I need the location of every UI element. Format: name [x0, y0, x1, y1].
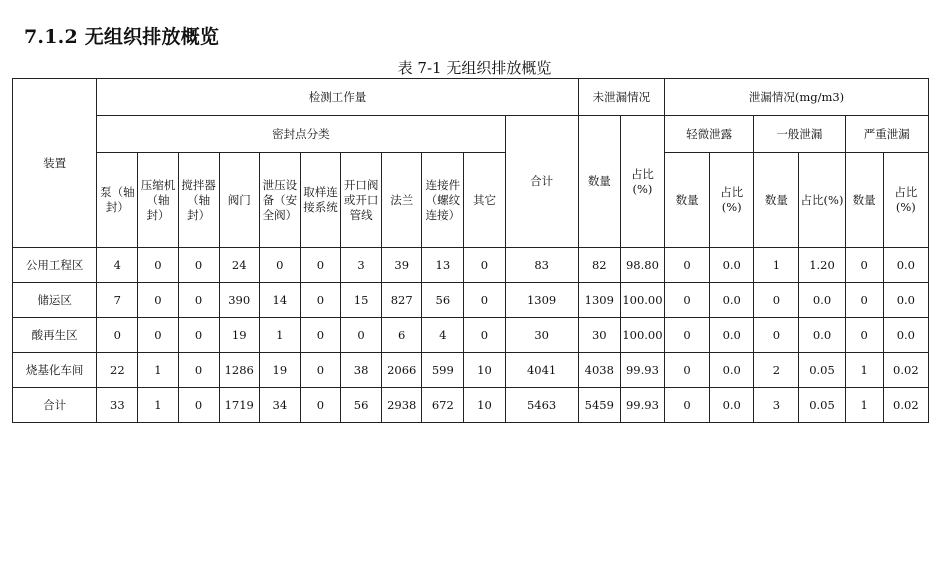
table-cell: 599 — [422, 353, 464, 388]
table-cell: 0.0 — [710, 353, 754, 388]
table-cell: 30 — [578, 318, 620, 353]
emission-table — [12, 78, 929, 423]
table-cell: 1 — [138, 353, 178, 388]
header-general: 一般泄漏 — [754, 116, 845, 153]
table-cell: 4 — [97, 248, 138, 283]
table-cell: 0 — [665, 353, 710, 388]
table-row — [13, 283, 929, 318]
header-col-flange: 法兰 — [382, 153, 422, 248]
header-no-leak-ratio: 占比(%) — [620, 116, 664, 248]
table-cell: 0 — [178, 283, 219, 318]
table-caption: 表 7-1 无组织排放概览 — [397, 59, 552, 77]
table-cell: 0 — [178, 248, 219, 283]
table-cell: 33 — [97, 388, 138, 423]
table-row — [13, 318, 929, 353]
table-cell: 0 — [665, 318, 710, 353]
table-cell: 1 — [845, 388, 883, 423]
header-severe-ratio: 占比(%) — [883, 153, 928, 248]
table-cell: 0.0 — [883, 248, 928, 283]
table-cell: 34 — [259, 388, 300, 423]
row-device-name: 酸再生区 — [13, 318, 97, 353]
table-cell: 0.02 — [883, 353, 928, 388]
table-cell: 10 — [464, 388, 505, 423]
table-cell: 38 — [341, 353, 382, 388]
table-cell: 0 — [845, 283, 883, 318]
table-cell: 0 — [300, 388, 340, 423]
table-cell: 0 — [300, 353, 340, 388]
header-col-open-valve: 开口阀或开口管线 — [341, 153, 382, 248]
table-cell: 4 — [422, 318, 464, 353]
table-cell: 24 — [219, 248, 259, 283]
table-cell: 0 — [300, 248, 340, 283]
table-cell: 1 — [138, 388, 178, 423]
table-cell: 0 — [665, 248, 710, 283]
table-cell: 98.80 — [620, 248, 664, 283]
table-cell: 13 — [422, 248, 464, 283]
table-cell: 1286 — [219, 353, 259, 388]
table-cell: 3 — [754, 388, 799, 423]
table-cell: 0.05 — [799, 388, 845, 423]
table-cell: 1 — [259, 318, 300, 353]
table-cell: 0 — [300, 283, 340, 318]
table-cell: 100.00 — [620, 318, 664, 353]
table-cell: 99.93 — [620, 388, 664, 423]
table-cell: 1 — [754, 248, 799, 283]
row-device-name: 合计 — [13, 388, 97, 423]
table-cell: 2 — [754, 353, 799, 388]
table-cell: 0.0 — [710, 388, 754, 423]
header-col-agitator: 搅拌器（轴封） — [178, 153, 219, 248]
table-cell: 0.0 — [883, 283, 928, 318]
table-cell: 0 — [845, 318, 883, 353]
table-cell: 0 — [138, 248, 178, 283]
table-cell: 0 — [97, 318, 138, 353]
row-device-name: 储运区 — [13, 283, 97, 318]
header-general-ratio: 占比(%) — [799, 153, 845, 248]
table-cell: 22 — [97, 353, 138, 388]
table-cell: 0 — [138, 318, 178, 353]
table-cell: 4038 — [578, 353, 620, 388]
table-cell: 5463 — [505, 388, 578, 423]
table-cell: 14 — [259, 283, 300, 318]
table-cell: 0 — [178, 353, 219, 388]
table-cell: 19 — [259, 353, 300, 388]
header-slight-count: 数量 — [665, 153, 710, 248]
table-cell: 0 — [845, 248, 883, 283]
table-cell: 0.02 — [883, 388, 928, 423]
table-cell: 100.00 — [620, 283, 664, 318]
header-col-sampling: 取样连接系统 — [300, 153, 340, 248]
table-cell: 5459 — [578, 388, 620, 423]
table-cell: 0 — [341, 318, 382, 353]
table-cell: 0 — [464, 283, 505, 318]
table-cell: 0 — [754, 318, 799, 353]
header-general-count: 数量 — [754, 153, 799, 248]
header-total: 合计 — [505, 116, 578, 248]
table-cell: 0 — [300, 318, 340, 353]
header-work: 检测工作量 — [97, 79, 578, 116]
header-slight-ratio: 占比(%) — [710, 153, 754, 248]
header-col-valve: 阀门 — [219, 153, 259, 248]
header-slight: 轻微泄露 — [665, 116, 754, 153]
table-cell: 0.0 — [710, 248, 754, 283]
table-cell: 3 — [341, 248, 382, 283]
header-leak: 泄漏情况(mg/m3) — [665, 79, 929, 116]
table-cell: 19 — [219, 318, 259, 353]
table-cell: 827 — [382, 283, 422, 318]
table-cell: 0.0 — [799, 283, 845, 318]
table-cell: 6 — [382, 318, 422, 353]
header-col-other: 其它 — [464, 153, 505, 248]
table-cell: 1719 — [219, 388, 259, 423]
table-cell: 0 — [665, 388, 710, 423]
header-seal-class: 密封点分类 — [97, 116, 505, 153]
header-col-pump: 泵（轴封） — [97, 153, 138, 248]
table-cell: 1 — [845, 353, 883, 388]
table-cell: 1309 — [505, 283, 578, 318]
table-row — [13, 388, 929, 423]
row-device-name: 公用工程区 — [13, 248, 97, 283]
header-no-leak: 未泄漏情况 — [578, 79, 664, 116]
table-cell: 56 — [341, 388, 382, 423]
table-cell: 0 — [138, 283, 178, 318]
header-col-compressor: 压缩机（轴封） — [138, 153, 178, 248]
table-row — [13, 248, 929, 283]
table-cell: 82 — [578, 248, 620, 283]
table-cell: 10 — [464, 353, 505, 388]
table-cell: 0.0 — [710, 283, 754, 318]
table-cell: 2066 — [382, 353, 422, 388]
section-heading: 7.1.2 无组织排放概览 — [24, 26, 220, 48]
header-no-leak-count: 数量 — [578, 116, 620, 248]
row-device-name: 烧基化车间 — [13, 353, 97, 388]
table-cell: 0 — [464, 248, 505, 283]
header-col-relief: 泄压设备（安全阀） — [259, 153, 300, 248]
table-cell: 0 — [259, 248, 300, 283]
table-cell: 0 — [754, 283, 799, 318]
header-device: 装置 — [13, 79, 97, 248]
table-cell: 672 — [422, 388, 464, 423]
table-cell: 0 — [178, 318, 219, 353]
table-cell: 56 — [422, 283, 464, 318]
header-col-connector: 连接件（螺纹连接） — [422, 153, 464, 248]
table-cell: 0.05 — [799, 353, 845, 388]
table-cell: 390 — [219, 283, 259, 318]
table-cell: 30 — [505, 318, 578, 353]
table-cell: 1.20 — [799, 248, 845, 283]
table-cell: 0 — [464, 318, 505, 353]
table-cell: 0.0 — [799, 318, 845, 353]
table-cell: 0.0 — [710, 318, 754, 353]
header-severe: 严重泄漏 — [845, 116, 928, 153]
table-cell: 0.0 — [883, 318, 928, 353]
header-severe-count: 数量 — [845, 153, 883, 248]
table-cell: 0 — [665, 283, 710, 318]
table-cell: 7 — [97, 283, 138, 318]
table-cell: 2938 — [382, 388, 422, 423]
table-cell: 39 — [382, 248, 422, 283]
table-cell: 99.93 — [620, 353, 664, 388]
table-cell: 83 — [505, 248, 578, 283]
table-cell: 4041 — [505, 353, 578, 388]
table-cell: 0 — [178, 388, 219, 423]
table-row — [13, 353, 929, 388]
table-cell: 15 — [341, 283, 382, 318]
table-cell: 1309 — [578, 283, 620, 318]
